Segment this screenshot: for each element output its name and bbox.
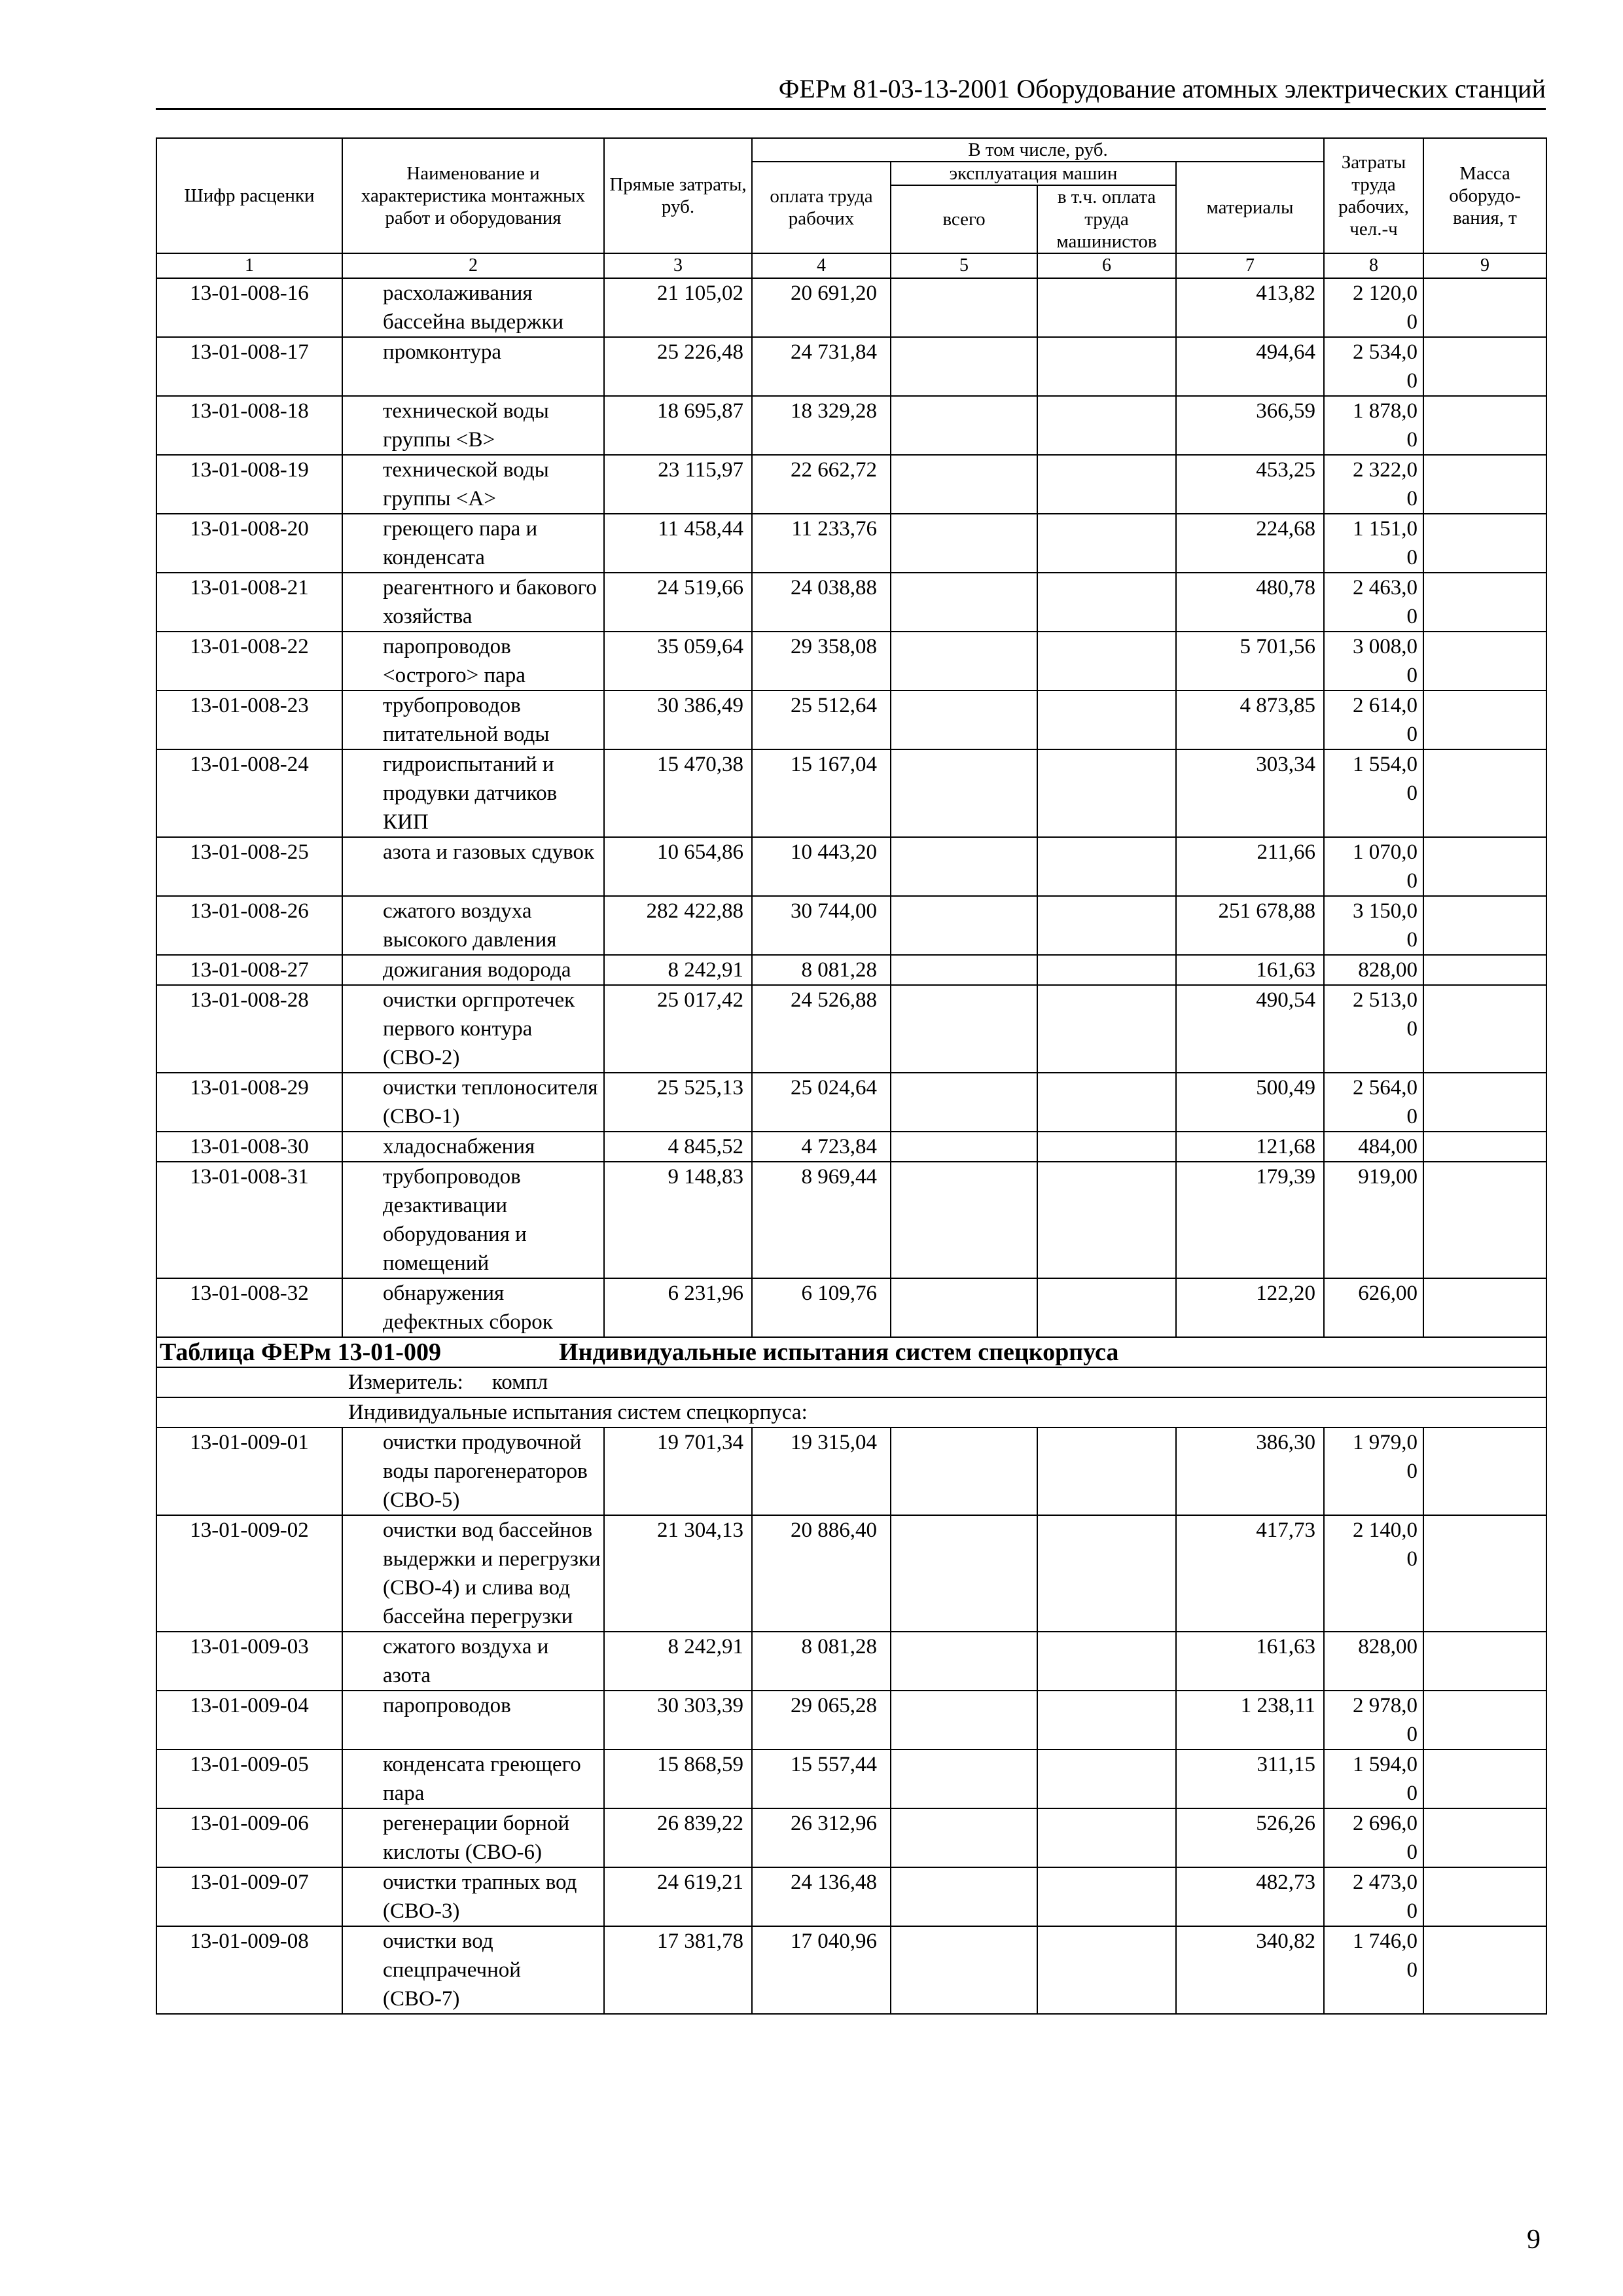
labor-hours: 919,00 [1324,1162,1423,1278]
table-row [156,1162,1546,1278]
materials-cost: 211,66 [1176,837,1324,896]
rate-code: 13-01-008-31 [156,1162,342,1278]
machinist-wage [1037,1515,1176,1632]
work-name: очистки трапных вод (СВО-3) [342,1867,604,1926]
work-name: очистки оргпротечек первого контура (СВО-2) [342,985,604,1073]
machines-total [891,749,1037,837]
rate-code: 13-01-008-24 [156,749,342,837]
worker-wage: 19 315,04 [752,1427,891,1515]
labor-hours: 1 878,0 0 [1324,396,1423,455]
rate-code: 13-01-008-28 [156,985,342,1073]
rate-code: 13-01-008-17 [156,337,342,396]
labor-hours: 2 473,0 0 [1324,1867,1423,1926]
table-row [156,632,1546,691]
worker-wage: 25 024,64 [752,1073,891,1132]
col-machines-total-header: всего [891,185,1037,253]
machinist-wage [1037,691,1176,749]
equipment-mass [1423,455,1546,514]
rate-code: 13-01-008-20 [156,514,342,573]
col-number: 5 [891,253,1037,278]
labor-hours: 1 746,0 0 [1324,1926,1423,2014]
work-name: гидроиспытаний и продувки датчиков КИП [342,749,604,837]
rate-code: 13-01-009-04 [156,1691,342,1749]
direct-costs: 17 381,78 [604,1926,752,2014]
materials-cost: 526,26 [1176,1808,1324,1867]
direct-costs: 282 422,88 [604,896,752,955]
labor-hours: 2 322,0 0 [1324,455,1423,514]
worker-wage: 24 526,88 [752,985,891,1073]
work-name: очистки продувочной воды парогенераторов (СВО-5) [342,1427,604,1515]
machinist-wage [1037,837,1176,896]
direct-costs: 18 695,87 [604,396,752,455]
equipment-mass [1423,1073,1546,1132]
machines-total [891,337,1037,396]
price-table [156,137,1547,2015]
machinist-wage [1037,985,1176,1073]
rate-code: 13-01-008-16 [156,278,342,337]
direct-costs: 30 386,49 [604,691,752,749]
equipment-mass [1423,573,1546,632]
table-row [156,1632,1546,1691]
worker-wage: 20 886,40 [752,1515,891,1632]
materials-cost: 453,25 [1176,455,1324,514]
measure-value: компл [491,1371,548,1394]
worker-wage: 17 040,96 [752,1926,891,2014]
col-incl-header: В том числе, руб. [752,138,1324,162]
direct-costs: 21 304,13 [604,1515,752,1632]
materials-cost: 490,54 [1176,985,1324,1073]
machinist-wage [1037,1632,1176,1691]
machines-total [891,1073,1037,1132]
rate-code: 13-01-008-30 [156,1132,342,1162]
col-number: 1 [156,253,342,278]
header-rule [156,108,1546,110]
labor-hours: 2 513,0 0 [1324,985,1423,1073]
rate-code: 13-01-008-32 [156,1278,342,1337]
col-name-header: Наименование и характеристика монтажных работ и оборудования [342,138,604,253]
labor-hours: 484,00 [1324,1132,1423,1162]
worker-wage: 24 731,84 [752,337,891,396]
rate-code: 13-01-008-29 [156,1073,342,1132]
materials-cost: 161,63 [1176,1632,1324,1691]
materials-cost: 1 238,11 [1176,1691,1324,1749]
direct-costs: 8 242,91 [604,1632,752,1691]
materials-cost: 179,39 [1176,1162,1324,1278]
table-009-heading [156,1337,1546,1427]
machines-total [891,455,1037,514]
direct-costs: 35 059,64 [604,632,752,691]
direct-costs: 21 105,02 [604,278,752,337]
worker-wage: 8 081,28 [752,955,891,985]
table-body-008 [156,278,1546,1337]
direct-costs: 24 619,21 [604,1867,752,1926]
equipment-mass [1423,1749,1546,1808]
direct-costs: 25 226,48 [604,337,752,396]
equipment-mass [1423,1632,1546,1691]
materials-cost: 161,63 [1176,955,1324,985]
rate-code: 13-01-009-07 [156,1867,342,1926]
work-name: реагентного и бакового хозяйства [342,573,604,632]
rate-code: 13-01-008-26 [156,896,342,955]
measure-label: Измеритель: [348,1371,463,1394]
machines-total [891,1278,1037,1337]
materials-cost: 417,73 [1176,1515,1324,1632]
table-row [156,337,1546,396]
machines-total [891,955,1037,985]
worker-wage: 25 512,64 [752,691,891,749]
work-name: очистки вод бассейнов выдержки и перегрузки (СВО-4) и слива вод бассейна перегрузки [342,1515,604,1632]
table-title: Индивидуальные испытания систем спецкорпуса [559,1338,1119,1366]
materials-cost: 480,78 [1176,573,1324,632]
machinist-wage [1037,1691,1176,1749]
materials-cost: 303,34 [1176,749,1324,837]
machinist-wage [1037,1132,1176,1162]
machinist-wage [1037,396,1176,455]
rate-code: 13-01-008-23 [156,691,342,749]
equipment-mass [1423,985,1546,1073]
materials-cost: 500,49 [1176,1073,1324,1132]
labor-hours: 2 978,0 0 [1324,1691,1423,1749]
work-name: промконтура [342,337,604,396]
group-label: Индивидуальные испытания систем спецкорпуса: [156,1397,1546,1427]
equipment-mass [1423,691,1546,749]
machines-total [891,1632,1037,1691]
rate-code: 13-01-008-18 [156,396,342,455]
worker-wage: 29 358,08 [752,632,891,691]
col-machines-header: эксплуатация машин [891,162,1176,185]
materials-cost: 122,20 [1176,1278,1324,1337]
worker-wage: 20 691,20 [752,278,891,337]
worker-wage: 22 662,72 [752,455,891,514]
labor-hours: 1 554,0 0 [1324,749,1423,837]
machines-total [891,278,1037,337]
table-row [156,691,1546,749]
machines-total [891,396,1037,455]
machinist-wage [1037,1427,1176,1515]
rate-code: 13-01-009-01 [156,1427,342,1515]
equipment-mass [1423,1926,1546,2014]
direct-costs: 15 470,38 [604,749,752,837]
worker-wage: 26 312,96 [752,1808,891,1867]
machines-total [891,1926,1037,2014]
machinist-wage [1037,455,1176,514]
work-name: азота и газовых сдувок [342,837,604,896]
table-row [156,1749,1546,1808]
materials-cost: 4 873,85 [1176,691,1324,749]
col-number: 8 [1324,253,1423,278]
table-row [156,278,1546,337]
equipment-mass [1423,632,1546,691]
machinist-wage [1037,1162,1176,1278]
col-number: 7 [1176,253,1324,278]
equipment-mass [1423,1515,1546,1632]
equipment-mass [1423,514,1546,573]
col-labor-header: Затраты труда рабочих, чел.-ч [1324,138,1423,253]
table-row [156,1808,1546,1867]
machinist-wage [1037,1926,1176,2014]
direct-costs: 10 654,86 [604,837,752,896]
equipment-mass [1423,278,1546,337]
labor-hours: 1 594,0 0 [1324,1749,1423,1808]
work-name: технической воды группы <В> [342,396,604,455]
direct-costs: 8 242,91 [604,955,752,985]
table-title-row [156,1337,1546,1367]
direct-costs: 30 303,39 [604,1691,752,1749]
labor-hours: 1 979,0 0 [1324,1427,1423,1515]
table-header [156,138,1546,278]
equipment-mass [1423,837,1546,896]
direct-costs: 26 839,22 [604,1808,752,1867]
work-name: трубопроводов дезактивации оборудования и помещений [342,1162,604,1278]
work-name: очистки вод спецпрачечной (СВО-7) [342,1926,604,2014]
rate-code: 13-01-008-27 [156,955,342,985]
table-row [156,396,1546,455]
rate-code: 13-01-008-22 [156,632,342,691]
direct-costs: 4 845,52 [604,1132,752,1162]
labor-hours: 828,00 [1324,1632,1423,1691]
col-wage-header: оплата труда рабочих [752,162,891,253]
direct-costs: 25 525,13 [604,1073,752,1132]
col-code-header: Шифр расценки [156,138,342,253]
direct-costs: 6 231,96 [604,1278,752,1337]
table-row [156,1427,1546,1515]
machinist-wage [1037,573,1176,632]
direct-costs: 15 868,59 [604,1749,752,1808]
direct-costs: 23 115,97 [604,455,752,514]
col-number: 2 [342,253,604,278]
table-row [156,1691,1546,1749]
work-name: хладоснабжения [342,1132,604,1162]
work-name: очистки теплоносителя (СВО-1) [342,1073,604,1132]
machinist-wage [1037,278,1176,337]
rate-code: 13-01-009-05 [156,1749,342,1808]
table-row [156,455,1546,514]
labor-hours: 1 070,0 0 [1324,837,1423,896]
work-name: обнаружения дефектных сборок [342,1278,604,1337]
labor-hours: 3 150,0 0 [1324,896,1423,955]
machinist-wage [1037,1867,1176,1926]
table-row [156,837,1546,896]
page-number: 9 [1527,2225,1541,2255]
materials-cost: 121,68 [1176,1132,1324,1162]
table-row [156,573,1546,632]
materials-cost: 366,59 [1176,396,1324,455]
table-row [156,1132,1546,1162]
labor-hours: 626,00 [1324,1278,1423,1337]
direct-costs: 25 017,42 [604,985,752,1073]
col-mass-header: Масса оборудо-вания, т [1423,138,1546,253]
work-name: сжатого воздуха высокого давления [342,896,604,955]
machines-total [891,632,1037,691]
work-name: паропроводов [342,1691,604,1749]
work-name: технической воды группы <А> [342,455,604,514]
worker-wage: 6 109,76 [752,1278,891,1337]
direct-costs: 19 701,34 [604,1427,752,1515]
work-name: греющего пара и конденсата [342,514,604,573]
equipment-mass [1423,1278,1546,1337]
worker-wage: 11 233,76 [752,514,891,573]
machinist-wage [1037,337,1176,396]
materials-cost: 5 701,56 [1176,632,1324,691]
worker-wage: 8 969,44 [752,1162,891,1278]
table-body-009 [156,1427,1546,2014]
labor-hours: 2 120,0 0 [1324,278,1423,337]
machinist-wage [1037,749,1176,837]
worker-wage: 30 744,00 [752,896,891,955]
direct-costs: 11 458,44 [604,514,752,573]
rate-code: 13-01-008-21 [156,573,342,632]
table-row [156,1926,1546,2014]
equipment-mass [1423,896,1546,955]
machines-total [891,837,1037,896]
rate-code: 13-01-008-19 [156,455,342,514]
work-name: трубопроводов питательной воды [342,691,604,749]
equipment-mass [1423,1427,1546,1515]
machines-total [891,1691,1037,1749]
machines-total [891,514,1037,573]
equipment-mass [1423,1867,1546,1926]
col-number: 6 [1037,253,1176,278]
table-row [156,1867,1546,1926]
materials-cost: 311,15 [1176,1749,1324,1808]
rate-code: 13-01-009-08 [156,1926,342,2014]
machines-total [891,896,1037,955]
labor-hours: 2 696,0 0 [1324,1808,1423,1867]
machines-total [891,1749,1037,1808]
equipment-mass [1423,1162,1546,1278]
equipment-mass [1423,396,1546,455]
direct-costs: 9 148,83 [604,1162,752,1278]
worker-wage: 15 167,04 [752,749,891,837]
worker-wage: 24 038,88 [752,573,891,632]
work-name: расхолаживания бассейна выдержки [342,278,604,337]
machinist-wage [1037,1749,1176,1808]
labor-hours: 828,00 [1324,955,1423,985]
machinist-wage [1037,1808,1176,1867]
machines-total [891,691,1037,749]
table-row [156,1278,1546,1337]
labor-hours: 2 564,0 0 [1324,1073,1423,1132]
table-row [156,1073,1546,1132]
machines-total [891,1132,1037,1162]
worker-wage: 4 723,84 [752,1132,891,1162]
table-row [156,514,1546,573]
table-row [156,1515,1546,1632]
direct-costs: 24 519,66 [604,573,752,632]
table-row [156,955,1546,985]
machines-total [891,1427,1037,1515]
materials-cost: 340,82 [1176,1926,1324,2014]
machinist-wage [1037,1278,1176,1337]
group-row [156,1397,1546,1427]
machinist-wage [1037,1073,1176,1132]
labor-hours: 3 008,0 0 [1324,632,1423,691]
equipment-mass [1423,1808,1546,1867]
labor-hours: 2 463,0 0 [1324,573,1423,632]
machines-total [891,1808,1037,1867]
equipment-mass [1423,955,1546,985]
rate-code: 13-01-009-03 [156,1632,342,1691]
rate-code: 13-01-008-25 [156,837,342,896]
rate-code: 13-01-009-06 [156,1808,342,1867]
machines-total [891,573,1037,632]
col-direct-header: Прямые затраты, руб. [604,138,752,253]
worker-wage: 10 443,20 [752,837,891,896]
materials-cost: 494,64 [1176,337,1324,396]
work-name: сжатого воздуха и азота [342,1632,604,1691]
machines-total [891,1867,1037,1926]
col-number: 9 [1423,253,1546,278]
machinist-wage [1037,632,1176,691]
equipment-mass [1423,1132,1546,1162]
machines-total [891,1162,1037,1278]
labor-hours: 2 534,0 0 [1324,337,1423,396]
materials-cost: 413,82 [1176,278,1324,337]
worker-wage: 15 557,44 [752,1749,891,1808]
equipment-mass [1423,337,1546,396]
labor-hours: 2 614,0 0 [1324,691,1423,749]
materials-cost: 386,30 [1176,1427,1324,1515]
materials-cost: 224,68 [1176,514,1324,573]
labor-hours: 2 140,0 0 [1324,1515,1423,1632]
col-number: 4 [752,253,891,278]
table-code: Таблица ФЕРм 13-01-009 [160,1338,441,1366]
running-header: ФЕРм 81-03-13-2001 Оборудование атомных электрических станций [778,74,1546,103]
machinist-wage [1037,955,1176,985]
col-machines-wage-header: в т.ч. оплата труда машинистов [1037,185,1176,253]
table-row [156,749,1546,837]
machines-total [891,1515,1037,1632]
machines-total [891,985,1037,1073]
rate-code: 13-01-009-02 [156,1515,342,1632]
work-name: конденсата греющего пара [342,1749,604,1808]
worker-wage: 24 136,48 [752,1867,891,1926]
table-row [156,985,1546,1073]
col-materials-header: материалы [1176,162,1324,253]
machinist-wage [1037,896,1176,955]
work-name: регенерации борной кислоты (СВО-6) [342,1808,604,1867]
equipment-mass [1423,1691,1546,1749]
worker-wage: 18 329,28 [752,396,891,455]
measure-row [156,1367,1546,1397]
materials-cost: 251 678,88 [1176,896,1324,955]
worker-wage: 29 065,28 [752,1691,891,1749]
table-row [156,896,1546,955]
work-name: дожигания водорода [342,955,604,985]
work-name: паропроводов <острого> пара [342,632,604,691]
materials-cost: 482,73 [1176,1867,1324,1926]
labor-hours: 1 151,0 0 [1324,514,1423,573]
equipment-mass [1423,749,1546,837]
worker-wage: 8 081,28 [752,1632,891,1691]
col-number: 3 [604,253,752,278]
machinist-wage [1037,514,1176,573]
